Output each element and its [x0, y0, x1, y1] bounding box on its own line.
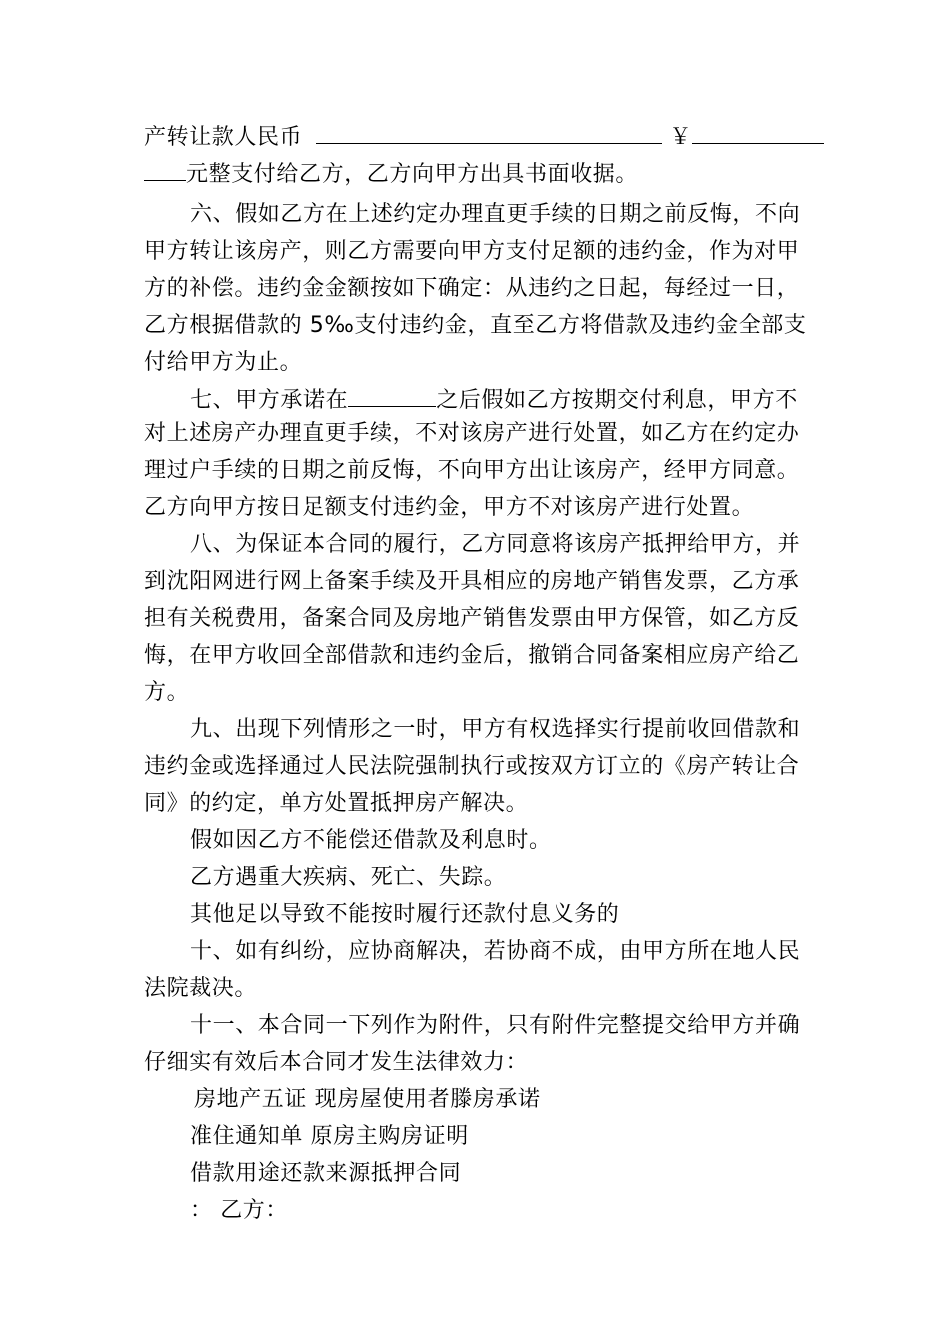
text-segment: 元整支付给乙方，乙方向甲方出具书面收据。: [186, 162, 639, 187]
text-line: 方。: [144, 680, 190, 705]
text-line: 到沈阳网进行网上备案手续及开具相应的房地产销售发票，乙方承: [144, 569, 800, 594]
paragraph-line: 九、出现下列情形之一时，甲方有权选择实行提前收回借款和: [190, 717, 801, 742]
signature-line: ： 乙方：: [190, 1198, 288, 1223]
text-line: 悔，在甲方收回全部借款和违约金后，撤销合同备案相应房产给乙: [144, 643, 800, 668]
text-segment: 之后假如乙方按期交付利息，甲方不: [436, 388, 798, 413]
list-item: 其他足以导致不能按时履行还款付息义务的: [190, 902, 620, 927]
text-segment: 产转让款人民币: [144, 125, 303, 150]
text-line: 担有关税费用，备案合同及房地产销售发票由甲方保管，如乙方反: [144, 606, 800, 631]
text-line: [144, 158, 638, 188]
currency-symbol: ￥: [669, 125, 692, 150]
text-line: 仔细实有效后本合同才发生法律效力：: [144, 1050, 529, 1075]
attachment-line: 借款用途还款来源抵押合同: [190, 1161, 462, 1186]
blank-field: [144, 158, 186, 181]
text-line: 付给甲方为止。: [144, 350, 303, 375]
blank-field: [692, 121, 824, 144]
text-segment: 七、甲方承诺在: [190, 388, 349, 413]
list-item: 乙方遇重大疾病、死亡、失踪。: [190, 865, 507, 890]
text-line: 方的补偿。违约金金额按如下确定：从违约之日起，每经过一日，: [144, 276, 800, 301]
paragraph-line: [190, 384, 798, 414]
text-line: 违约金或选择通过人民法院强制执行或按双方订立的《房产转让合: [144, 754, 800, 779]
text-line: [144, 121, 824, 151]
text-line: 同》的约定，单方处置抵押房产解决。: [144, 791, 529, 816]
text-line: 甲方转让该房产，则乙方需要向甲方支付足额的违约金，作为对甲: [144, 239, 800, 264]
blank-field: [316, 121, 662, 144]
text-line: 乙方根据借款的 5‰支付违约金，直至乙方将借款及违约金全部支: [144, 313, 807, 338]
paragraph-line: 十、如有纠纷，应协商解决，若协商不成，由甲方所在地人民: [190, 939, 801, 964]
paragraph-line: 六、假如乙方在上述约定办理直更手续的日期之前反悔，不向: [190, 202, 801, 227]
paragraph-line: 八、为保证本合同的履行，乙方同意将该房产抵押给甲方，并: [190, 532, 801, 557]
list-item: 假如因乙方不能偿还借款及利息时。: [190, 828, 552, 853]
attachment-line: 准住通知单 原房主购房证明: [190, 1124, 469, 1149]
text-line: 对上述房产办理直更手续，不对该房产进行处置，如乙方在约定办: [144, 421, 800, 446]
attachment-line: 房地产五证 现房屋使用者滕房承诺: [194, 1087, 541, 1112]
text-line: 理过户手续的日期之前反悔，不向甲方出让该房产，经甲方同意。: [144, 458, 800, 483]
text-line: 法院裁决。: [144, 976, 258, 1001]
blank-field: [348, 384, 436, 407]
text-line: 乙方向甲方按日足额支付违约金，甲方不对该房产进行处置。: [144, 495, 755, 520]
paragraph-line: 十一、本合同一下列作为附件，只有附件完整提交给甲方并确: [190, 1013, 801, 1038]
